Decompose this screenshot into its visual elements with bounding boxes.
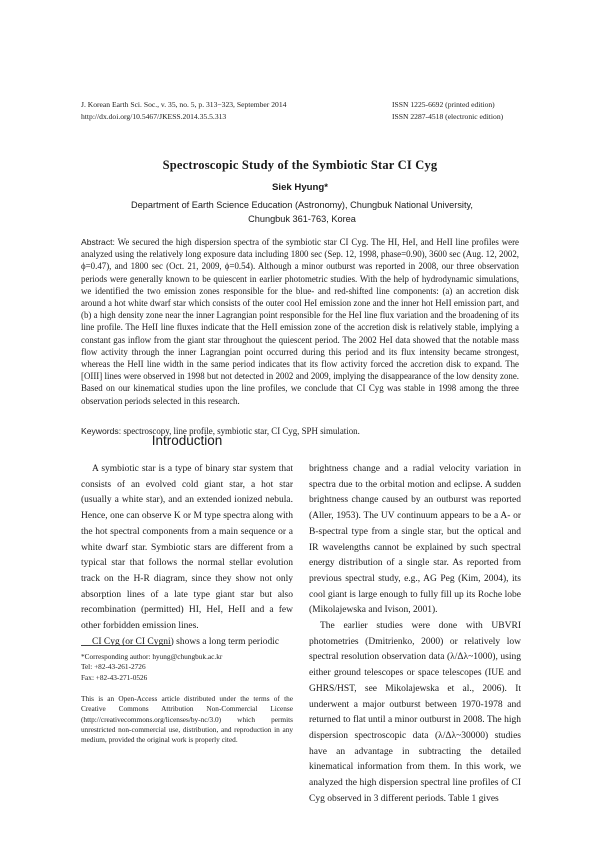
author-tel: Tel: +82-43-261-2726 (81, 662, 146, 672)
author-name: Siek Hyung* (272, 182, 328, 193)
affiliation-line-1: Department of Earth Science Education (Astronomy), Chungbuk National University, (131, 200, 473, 210)
intro-paragraph-1: A symbiotic star is a type of binary star system that consists of an evolved cold giant star, a hot star (usually a white star), and an extended ionized nebula. Hence, one can observe K or M type spectra along with the hot spectral components from a main sequence or a white dwarf star. Symbiotic stars are different from a typical star that follows the normal stellar evolution track on the H-R diagram, since they show not only absorption lines of a late type giant star but also recombination (permitted) HI, HeI, HeII and a few other forbidden emission lines. (81, 464, 293, 632)
footnote (81, 652, 293, 683)
affiliation (105, 198, 499, 226)
abstract-text: We secured the high dispersion spectra of the symbiotic star CI Cyg. The HI, HeI, and HeII line profiles were analyzed using the relatively long exposure data including 1800 sec (Sep. 12, 1998, phase=0.90), 3600 sec (Aug. 12, 2002, ϕ=0.47), and 1800 sec (Oct. 21, 2009, ϕ=0.54). Although a minor outburst was reported in 2008, our three observation periods were generally known to be quiescent in earlier photometric studies. With the help of hydrodynamic simulations, we identified the two emission zones responsible for the blue- and red-shifted line components: (a) an accretion disk around a hot white dwarf star which consists of the outer cool HeI emission zone and the inner hot HeII emission part, and (b) a high density zone near the inner Lagrangian point responsible for the HeI line flux variation and the broadening of its line profile. The HeII line fluxes indicate that the HeII emission zone of the accretion disk is relatively stable, implying a constant gas inflow from the giant star throughout the quiescent period. The 2002 HeI data showed that the notable mass flow activity through the inner Lagrangian point occurred during this period and its flux intensity became strongest, whereas the HeII line width in the same period indicates that its flow activity forced the accretion disk to expand. The [OIII] lines were observed in 1998 but not detected in 2002 and 2009, implying the disappearance of the low density zone. Based on our kinematical studies upon the line profiles, we conclude that CI Cyg was stable in 1998 among the three observation periods selected in this research. (81, 237, 519, 406)
issn-print: ISSN 1225-6692 (printed edition) (392, 100, 495, 109)
author-fax: Fax: +82-43-271-0526 (81, 672, 148, 682)
left-column-body (81, 462, 293, 650)
journal-header (81, 99, 286, 123)
right-column-body (309, 462, 521, 807)
corresponding-author: *Corresponding author: hyung@chungbuk.ac.kr (81, 652, 223, 661)
paper-title: Spectroscopic Study of the Symbiotic Star CI Cyg (162, 158, 438, 172)
issn-electronic: ISSN 2287-4518 (electronic edition) (392, 112, 504, 121)
license-notice: This is an Open-Access article distributed under the terms of the Creative Commons Attribution Non-Commercial License (http://creativecommons.org/licenses/by-nc/3.0) which permits unrestricted non-commercial use, distribution, and reproduction in any medium, provided the original work is properly cited. (81, 694, 293, 745)
intro-paragraph-2-continued: brightness change and a radial velocity variation in spectra due to the orbital motion and eclipse. A sudden brightness change caused by an outburst was reported (Aller, 1953). The UV continuum appears to be a A- or B-spectral type from a single star, but the optical and IR wavelengths cannot be explained by such spectral energy distribution of a single star. As reported from previous spectral study, e.g., AG Peg (Kim, 2004), its cool giant is large enough to fully fill up its Roche lobe (Mikolajewska and Ivison, 2001). (309, 464, 521, 616)
abstract (81, 236, 519, 407)
intro-paragraph-3: The earlier studies were done with UBVRI photometries (Dmitrienko, 2000) or relatively low spectral resolution observation data (λ/Δλ~1000), using either ground telescopes or space telescopes (IUE and GHRS/HST, see Mikolajewska et al., 2006). It underwent a major outburst between 1970-1978 and returned to flat until a minor outburst in 2008. The high dispersion spectroscopic data (λ/Δλ~30000) studies have an advantage in subtracting the detailed kinematical information from them. In this work, we analyzed the high dispersion spectral line profiles of CI Cyg observed in 3 different periods. Table 1 gives (309, 621, 521, 804)
affiliation-line-2: Chungbuk 361-763, Korea (248, 214, 356, 224)
keywords-text: spectroscopy, line profile, symbiotic star, CI Cyg, SPH simulation. (123, 426, 360, 436)
issn-header (392, 99, 503, 123)
footnote-divider (81, 645, 171, 646)
abstract-label: Abstract: (81, 237, 115, 247)
journal-citation: J. Korean Earth Sci. Soc., v. 35, no. 5, p. 313−323, September 2014 (81, 100, 287, 109)
keywords-label: Keywords: (81, 426, 122, 436)
section-heading-introduction: Introduction (151, 433, 223, 448)
doi-link[interactable]: http://dx.doi.org/10.5467/JKESS.2014.35.5.313 (81, 112, 227, 121)
intro-paragraph-2: CI Cyg (or CI Cygni) shows a long term periodic (92, 636, 280, 647)
